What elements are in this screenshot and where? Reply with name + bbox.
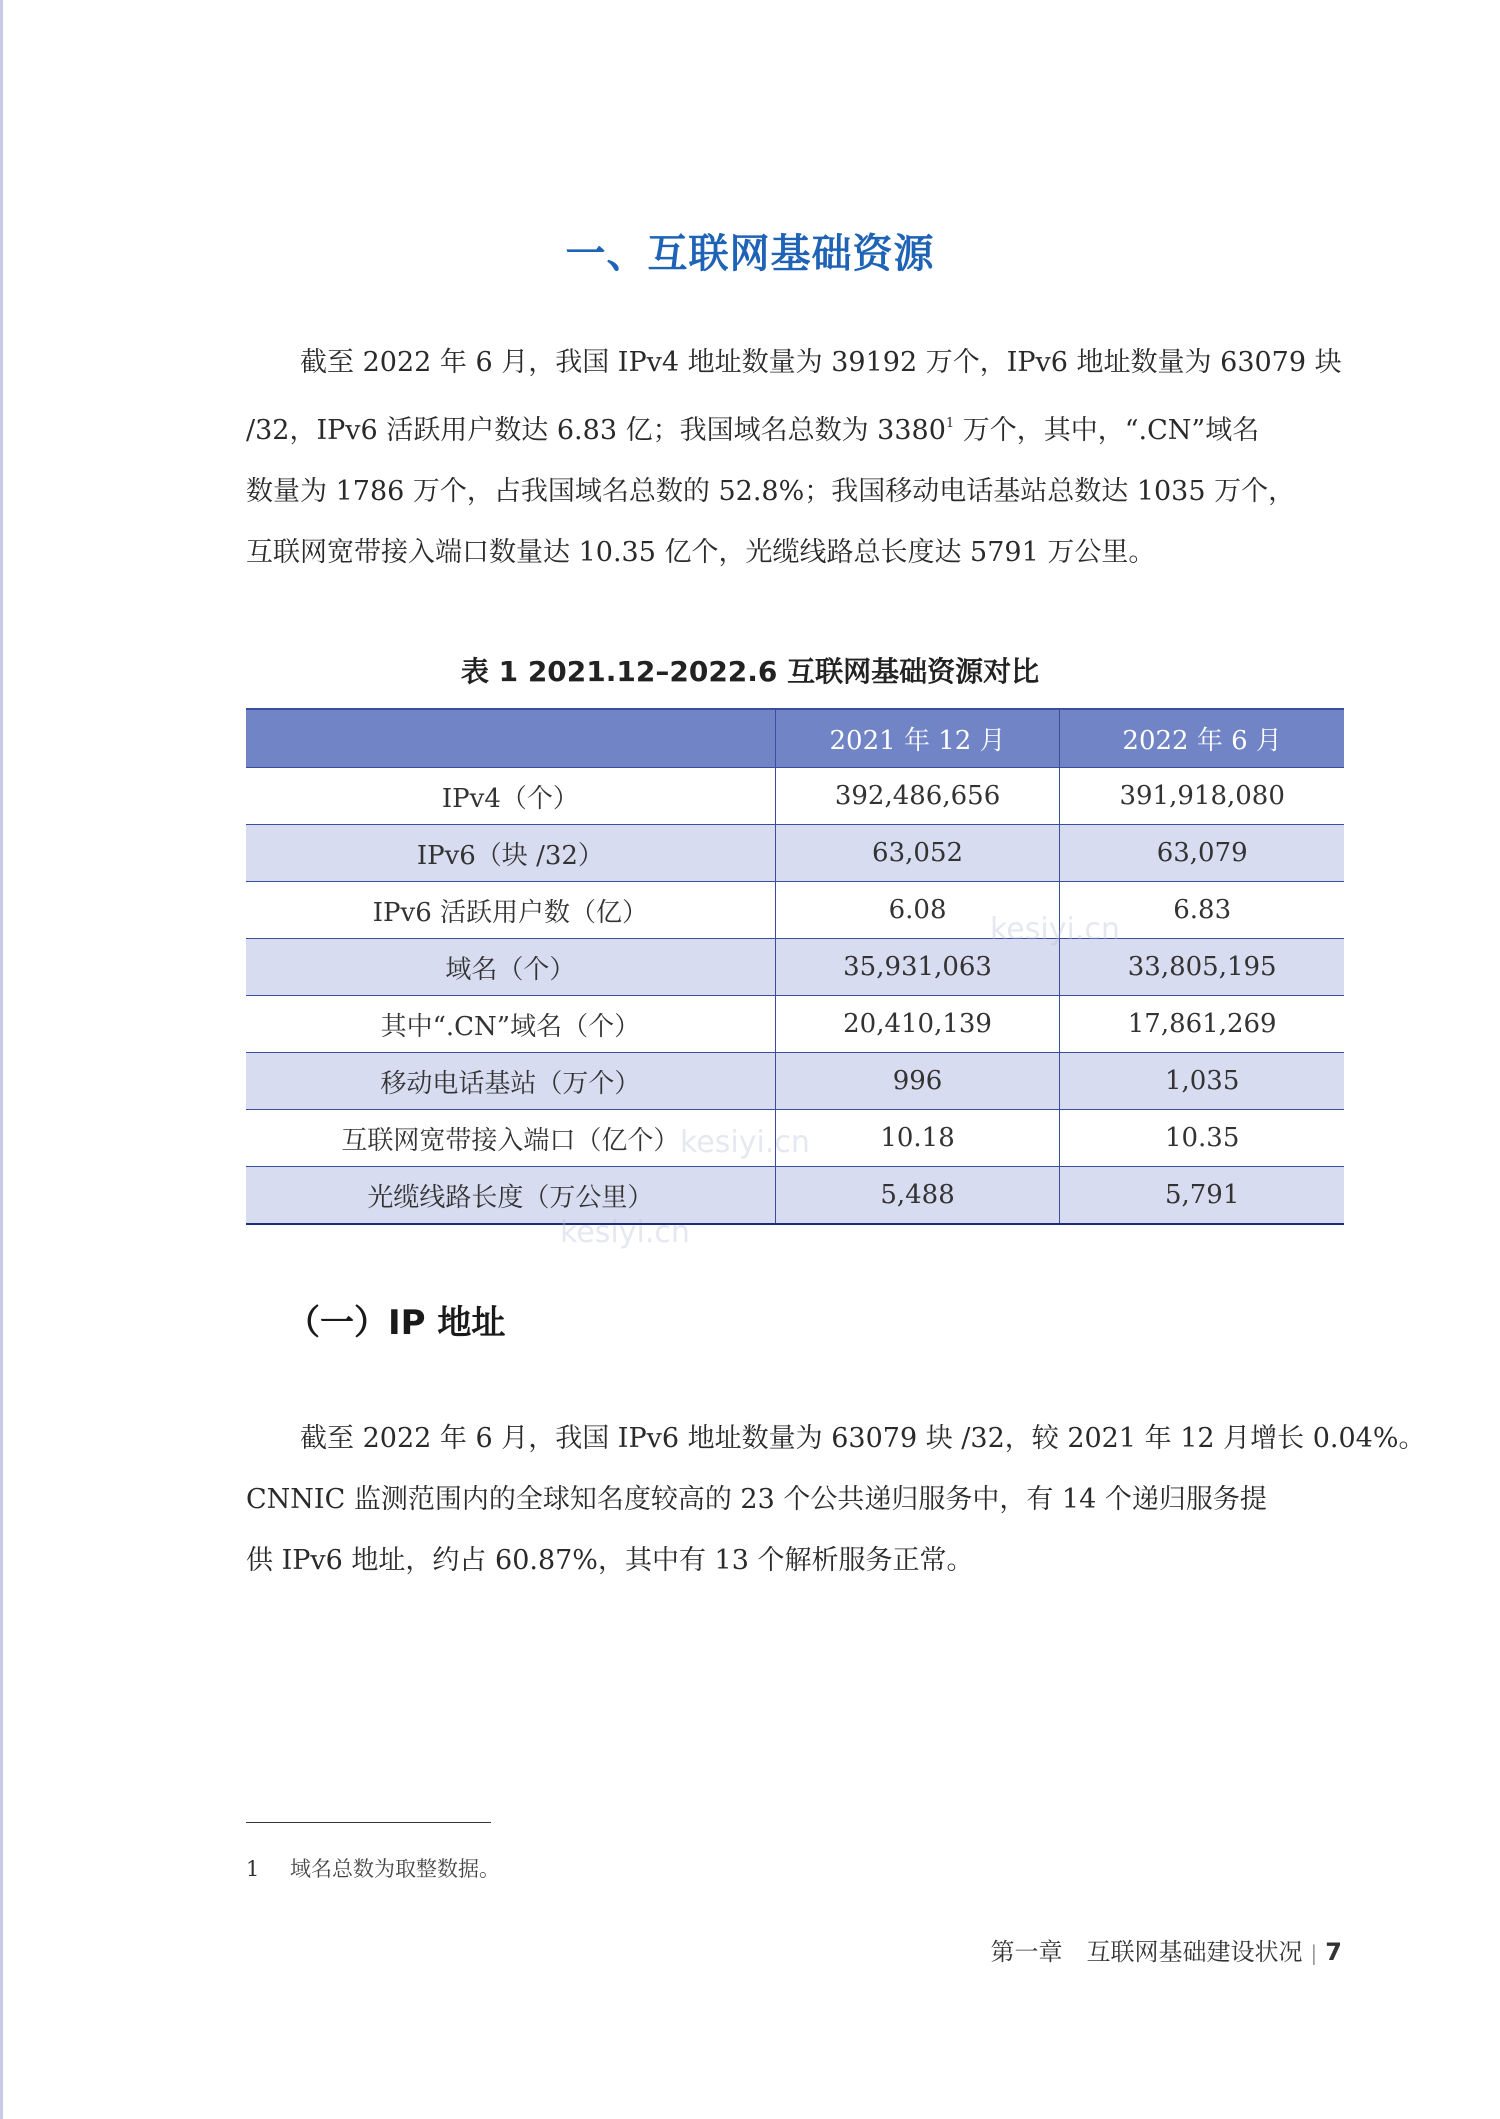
intro-paragraph [246,332,1346,583]
value-2022: 17,861,269 [1060,996,1344,1053]
watermark: kesiyi.cn [560,1215,690,1250]
row-label: 互联网宽带接入端口（亿个） [246,1110,775,1167]
value-2022: 33,805,195 [1060,939,1344,996]
footnote-ref: 1 [945,416,955,431]
row-label: 域名（个） [246,939,775,996]
value-2022: 10.35 [1060,1110,1344,1167]
table-row [246,882,1344,939]
value-2021: 5,488 [775,1167,1060,1225]
row-label: 移动电话基站（万个） [246,1053,775,1110]
table-row [246,1110,1344,1167]
value-2022: 1,035 [1060,1053,1344,1110]
value-2022: 391,918,080 [1060,768,1344,825]
resources-table [246,708,1344,1225]
footnote [246,1853,500,1883]
section-title: 一、互联网基础资源 [565,231,935,277]
watermark: kesiyi.cn [680,1125,810,1160]
ip-line-3: 供 IPv6 地址，约占 60.87%，其中有 13 个解析服务正常。 [246,1545,974,1576]
header-label-cell [246,709,775,768]
value-2021: 63,052 [775,825,1060,882]
watermark: kesiyi.cn [990,912,1120,947]
table-row [246,1167,1344,1225]
value-2022: 5,791 [1060,1167,1344,1225]
table-row [246,825,1344,882]
header-2021: 2021 年 12 月 [775,709,1060,768]
intro-line-1: 截至 2022 年 6 月，我国 IPv4 地址数量为 39192 万个，IPv6 地址数量为 63079 块 [300,347,1342,378]
row-label: IPv4（个） [246,768,775,825]
header-2022: 2022 年 6 月 [1060,709,1344,768]
table-row [246,996,1344,1053]
value-2022: 63,079 [1060,825,1344,882]
row-label: 光缆线路长度（万公里） [246,1167,775,1225]
row-label: 其中“.CN”域名（个） [246,996,775,1053]
intro-line-4: 互联网宽带接入端口数量达 10.35 亿个，光缆线路总长度达 5791 万公里。 [246,537,1156,568]
footnote-number: 1 [246,1857,260,1881]
intro-line-2: /32，IPv6 活跃用户数达 6.83 亿；我国域名总数为 3380$^1$ 万个，其中，“.CN”域名 [246,415,1260,446]
row-label: IPv6（块 /32） [246,825,775,882]
ip-paragraph [246,1408,1426,1591]
ip-line-2: CNNIC 监测范围内的全球知名度较高的 23 个公共递归服务中，有 14 个递归服务提 [246,1484,1267,1515]
table-row [246,768,1344,825]
table-caption: 表 1 2021.12–2022.6 互联网基础资源对比 [460,655,1040,688]
table-row [246,1053,1344,1110]
value-2021: 10.18 [775,1110,1060,1167]
table-header-row [246,709,1344,768]
value-2021: 6.08 [775,882,1060,939]
page-number: 7 [1325,1938,1342,1966]
value-2022: 6.83 [1060,882,1344,939]
running-footer [991,1932,1342,1967]
value-2021: 35,931,063 [775,939,1060,996]
value-2021: 392,486,656 [775,768,1060,825]
footnote-divider [246,1822,491,1823]
value-2021: 996 [775,1053,1060,1110]
page-edge-rule [0,0,3,2119]
footer-separator: | [1310,1941,1318,1965]
intro-line-3: 数量为 1786 万个，占我国域名总数的 52.8%；我国移动电话基站总数达 1035 万个， [246,476,1296,507]
table-row [246,939,1344,996]
value-2021: 20,410,139 [775,996,1060,1053]
ip-line-1: 截至 2022 年 6 月，我国 IPv6 地址数量为 63079 块 /32，较 2021 年 12 月增长 0.04%。 [300,1423,1426,1454]
row-label: IPv6 活跃用户数（亿） [246,882,775,939]
footnote-text: 域名总数为取整数据。 [290,1857,500,1881]
subsection-title: （一）IP 地址 [286,1303,506,1343]
footer-chapter: 第一章 互联网基础建设状况 [990,1938,1303,1966]
